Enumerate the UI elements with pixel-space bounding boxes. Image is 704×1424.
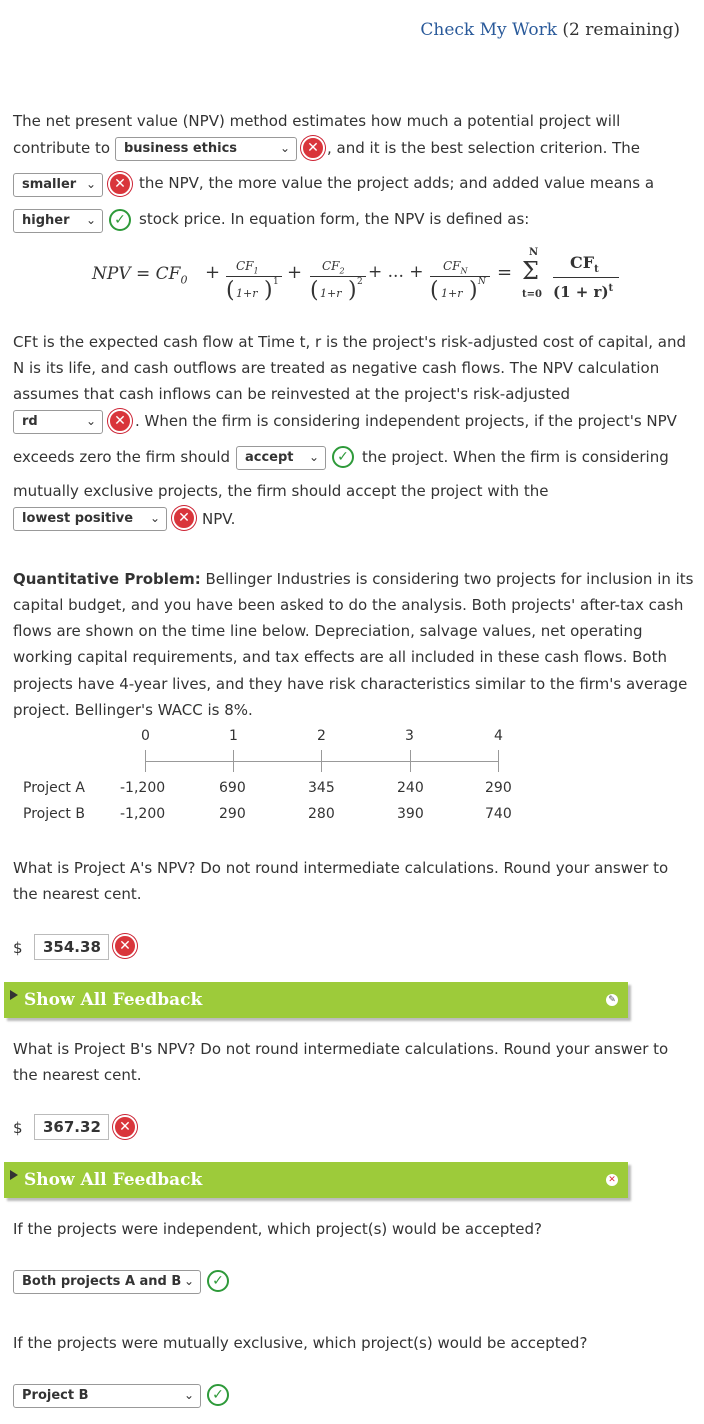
eq-den-n: 1+r (441, 287, 463, 300)
period-label: 2 (317, 728, 326, 744)
body-line-9-post: the project. When the firm is considering (362, 448, 669, 466)
row-label-project-b: Project B (23, 806, 85, 822)
attempts-remaining: (2 remaining) (562, 20, 680, 40)
chevron-down-icon: ⌄ (85, 414, 96, 428)
problem-line-6: project. Bellinger's WACC is 8%. (13, 701, 253, 719)
problem-line-3: flows are shown on the time line below. Depreciation, salvage values, net operating (13, 622, 643, 640)
eq-plus: + (287, 262, 303, 283)
eq-plus: + (205, 262, 221, 283)
problem-line-4: working capital requirements, and tax effects are all included in these cash flows. Both (13, 648, 667, 666)
project-b-npv-input[interactable]: 367.32 (34, 1114, 109, 1140)
pencil-icon[interactable]: ✎ (606, 994, 618, 1006)
body-line-7: assumes that cash inflows can be reinvested at the project's risk-adjusted (13, 385, 571, 403)
currency-symbol: $ (13, 1119, 23, 1137)
select-value: rd (22, 414, 38, 429)
eq-equals: = (497, 262, 513, 283)
eq-den-2: 1+r (320, 287, 342, 300)
select-value: lowest positive (22, 511, 134, 526)
chevron-down-icon: ⌄ (149, 511, 160, 525)
eq-exp-2: 2 (357, 277, 363, 287)
intro-line-1: The net present value (NPV) method estimates how much a potential project will (13, 112, 621, 130)
select-value: smaller (22, 177, 77, 192)
eq-cf2: $CF_2$ (322, 259, 345, 276)
select-npv-size[interactable] (13, 173, 103, 197)
wrong-x-icon: ✕ (113, 1115, 137, 1139)
select-contribute-to[interactable] (115, 137, 297, 161)
period-label: 4 (494, 728, 503, 744)
cash-flow-cell: 740 (485, 806, 512, 822)
check-my-work-header (420, 20, 680, 40)
problem-line-2: capital budget, and you have been asked to do the analysis. Both projects' after-tax cash (13, 596, 684, 614)
q1-line-2: the nearest cent. (13, 885, 142, 903)
eq-sum-top: N (529, 247, 539, 258)
problem-line-5: projects have 4-year lives, and they have risk characteristics similar to the firm's average (13, 675, 688, 693)
close-icon[interactable]: ✕ (606, 1174, 618, 1186)
intro-line-2-pre: contribute to (13, 139, 111, 157)
chevron-down-icon: ⌄ (85, 213, 96, 227)
body-line-5: CFt is the expected cash flow at Time t, r is the project's risk-adjusted cost of capital, and (13, 333, 686, 351)
timeline-axis (145, 761, 499, 762)
cash-flow-cell: 290 (219, 806, 246, 822)
show-all-feedback-label: Show All Feedback (24, 1170, 203, 1190)
intro-line-3: the NPV, the more value the project adds; and added value means a (139, 174, 655, 192)
wrong-x-icon: ✕ (108, 172, 132, 196)
problem-line-1: Quantitative Problem: Bellinger Industries is considering two projects for inclusion in its (13, 570, 694, 588)
eq-sum-bottom: t=0 (522, 289, 542, 300)
select-accept-reject[interactable] (236, 446, 326, 470)
eq-lhs: NPV = $CF_0$ (92, 264, 188, 287)
select-value: business ethics (124, 141, 238, 156)
cash-flow-cell: 290 (485, 780, 512, 796)
body-line-8: . When the firm is considering independent projects, if the project's NPV (135, 412, 677, 430)
intro-line-4: stock price. In equation form, the NPV is defined as: (139, 210, 530, 228)
show-all-feedback-bar-2[interactable] (4, 1162, 628, 1198)
q2-line-2: the nearest cent. (13, 1066, 142, 1084)
cash-flow-cell: 390 (397, 806, 424, 822)
check-my-work-link[interactable]: Check My Work (420, 20, 557, 40)
expand-triangle-icon (10, 990, 18, 1000)
correct-check-icon: ✓ (207, 1270, 229, 1292)
chevron-down-icon: ⌄ (308, 450, 319, 464)
cash-flow-cell: -1,200 (120, 780, 166, 796)
cash-flow-cell: 690 (219, 780, 246, 796)
select-independent-projects[interactable] (13, 1270, 201, 1294)
eq-sum-num: $CF_t$ (570, 253, 599, 276)
period-label: 0 (141, 728, 150, 744)
intro-line-2-post: , and it is the best selection criterion. The (327, 139, 641, 157)
q4-text: If the projects were mutually exclusive, which project(s) would be accepted? (13, 1334, 588, 1352)
chevron-down-icon: ⌄ (183, 1274, 194, 1288)
select-value: Both projects A and B (22, 1274, 182, 1289)
select-value: Project B (22, 1388, 89, 1403)
cash-flow-cell: -1,200 (120, 806, 166, 822)
project-a-npv-input[interactable]: 354.38 (34, 934, 109, 960)
cash-flow-cell: 240 (397, 780, 424, 796)
correct-check-icon: ✓ (109, 209, 131, 231)
show-all-feedback-bar-1[interactable] (4, 982, 628, 1018)
npv-equation: NPV = $CF_0$ + $CF_1$ ( 1+r ) 1 + $CF_2$ ( 1+r ) 2 + ... + $CF_N$ ( 1+r ) N = N Σ t=0 $CF_t$ $(1 + r)^t$ (0, 245, 704, 315)
select-mutually-exclusive-projects[interactable] (13, 1384, 201, 1408)
eq-exp-n: N (478, 277, 486, 287)
eq-sum-den: $(1 + r)^t$ (553, 283, 614, 301)
select-reinvest-rate[interactable] (13, 410, 103, 434)
show-all-feedback-label: Show All Feedback (24, 990, 203, 1010)
eq-cfn: $CF_N$ (443, 259, 468, 276)
body-line-6: N is its life, and cash outflows are treated as negative cash flows. The NPV calculation (13, 359, 660, 377)
chevron-down-icon: ⌄ (279, 141, 290, 155)
q3-text: If the projects were independent, which project(s) would be accepted? (13, 1220, 542, 1238)
correct-check-icon: ✓ (207, 1384, 229, 1406)
eq-cf1: $CF_1$ (236, 259, 259, 276)
wrong-x-icon: ✕ (108, 409, 132, 433)
eq-den-1: 1+r (236, 287, 258, 300)
period-label: 3 (405, 728, 414, 744)
select-stock-price[interactable] (13, 209, 103, 233)
chevron-down-icon: ⌄ (85, 177, 96, 191)
select-value: higher (22, 213, 70, 228)
row-label-project-a: Project A (23, 780, 85, 796)
q2-line-1: What is Project B's NPV? Do not round intermediate calculations. Round your answer to (13, 1040, 669, 1058)
wrong-x-icon: ✕ (301, 136, 325, 160)
body-line-11: NPV. (202, 510, 236, 528)
wrong-x-icon: ✕ (172, 506, 196, 530)
q1-line-1: What is Project A's NPV? Do not round intermediate calculations. Round your answer to (13, 859, 669, 877)
cash-flow-cell: 345 (308, 780, 335, 796)
correct-check-icon: ✓ (332, 446, 354, 468)
select-mutually-exclusive[interactable] (13, 507, 167, 531)
cash-flow-cell: 280 (308, 806, 335, 822)
body-line-10: mutually exclusive projects, the firm should accept the project with the (13, 482, 549, 500)
eq-sum-symbol: Σ (522, 257, 539, 285)
body-line-9-pre: exceeds zero the firm should (13, 448, 231, 466)
eq-exp-1: 1 (273, 277, 279, 287)
currency-symbol: $ (13, 939, 23, 957)
expand-triangle-icon (10, 1170, 18, 1180)
period-label: 1 (229, 728, 238, 744)
select-value: accept (245, 450, 294, 465)
wrong-x-icon: ✕ (113, 934, 137, 958)
eq-dots: + ... + (368, 262, 424, 282)
chevron-down-icon: ⌄ (183, 1388, 194, 1402)
